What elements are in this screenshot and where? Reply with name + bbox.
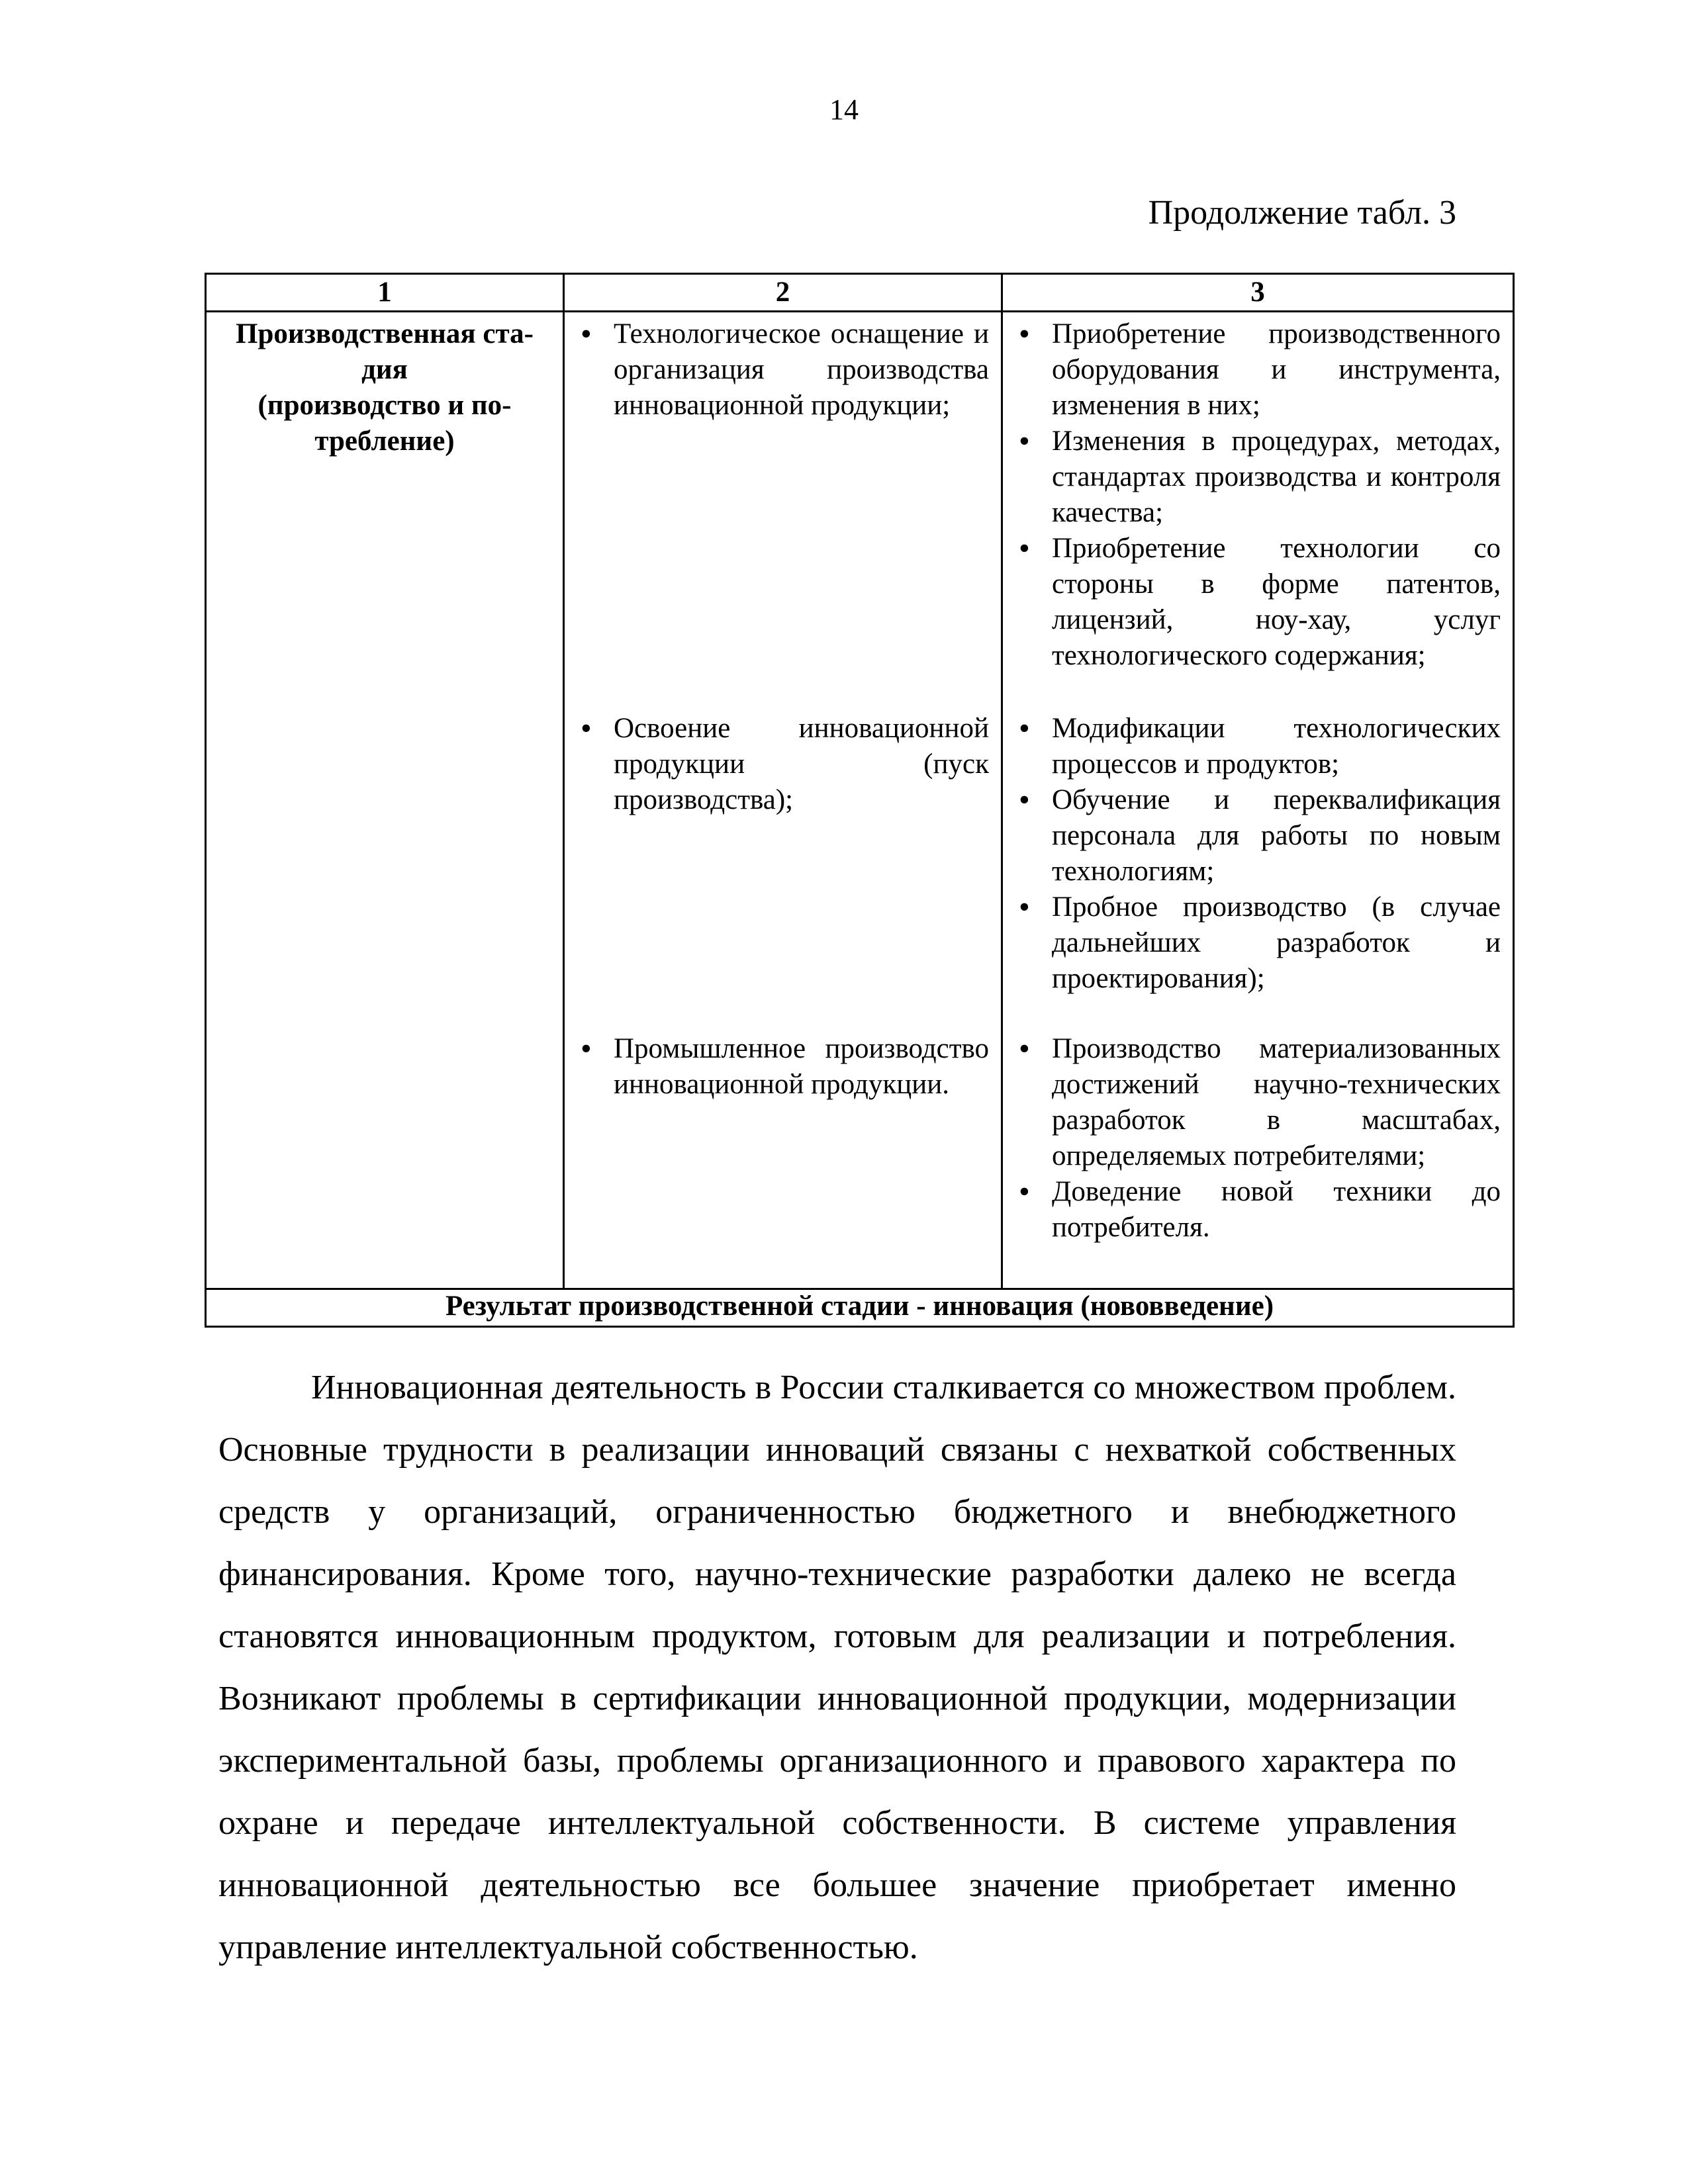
table-header-row xyxy=(206,274,1514,312)
list-item: • Приобретение производственного оборудования и инструмента, изменения в них; xyxy=(1015,316,1501,424)
innovation-stages-table xyxy=(205,273,1515,1328)
table-continuation-label: Продолжение табл. 3 xyxy=(1148,194,1456,232)
body-text xyxy=(218,1357,1456,1979)
stage-name-line: требление) xyxy=(314,426,455,457)
stage-result: Результат производственной стадии - инновация (нововведение) xyxy=(206,1289,1514,1327)
list-item: • Пробное производство (в случае дальнейших разработок и проектирования); xyxy=(1015,889,1501,997)
table-result-row xyxy=(206,1289,1514,1327)
page-number: 14 xyxy=(829,93,859,126)
column-header-3: 3 xyxy=(1002,274,1514,312)
column-header-1: 1 xyxy=(206,274,564,312)
activity-group xyxy=(577,711,989,1031)
stage-name-cell xyxy=(206,312,564,1289)
list-item: • Производство материализованных достижений научно-технических разработок в масштабах, определяемых потребителями; xyxy=(1015,1031,1501,1174)
body-paragraph: Инновационная деятельность в России сталкивается со множеством проблем. Основные трудности в реализации инноваций связаны с нехваткой собственных средств у организаций, ограниченностью бюджетного и внебюджетного финансирования. Кроме того, научно-технические разработки далеко не всегда становятся инновационным продуктом, готовым для реализации и потребления. Возникают проблемы в сертификации инновационной продукции, модернизации экспериментальной базы, проблемы организационного и правового характера по охране и передаче интеллектуальной собственности. В системе управления инновационной деятельностью все большее значение приобретает именно управление интеллектуальной собственностью. xyxy=(218,1369,1456,1966)
activity-group xyxy=(577,1031,989,1103)
list-item: • Промышленное производство инновационной продукции. xyxy=(577,1031,989,1103)
list-item: • Изменения в процедурах, методах, стандартах производства и контроля качества; xyxy=(1015,424,1501,531)
list-item: • Приобретение технологии со стороны в форме патентов, лицензий, ноу-хау, услуг технологического содержания; xyxy=(1015,531,1501,674)
activities-cell xyxy=(564,312,1002,1289)
activity-group xyxy=(577,316,989,711)
action-group xyxy=(1015,316,1501,711)
list-item: • Доведение новой техники до потребителя. xyxy=(1015,1174,1501,1246)
action-group xyxy=(1015,711,1501,1031)
list-item: • Освоение инновационной продукции (пуск производства); xyxy=(577,711,989,818)
stage-name-line: Производственная ста- xyxy=(236,318,534,349)
list-item: • Модификации технологических процессов и продуктов; xyxy=(1015,711,1501,782)
table-row xyxy=(206,312,1514,1289)
actions-cell xyxy=(1002,312,1514,1289)
stage-name-line: (производство и по- xyxy=(258,390,512,421)
list-item: • Технологическое оснащение и организация производства инновационной продукции; xyxy=(577,316,989,424)
stage-name-line: дия xyxy=(361,354,408,385)
action-group xyxy=(1015,1031,1501,1246)
list-item: • Обучение и переквалификация персонала для работы по новым технологиям; xyxy=(1015,782,1501,889)
column-header-2: 2 xyxy=(564,274,1002,312)
